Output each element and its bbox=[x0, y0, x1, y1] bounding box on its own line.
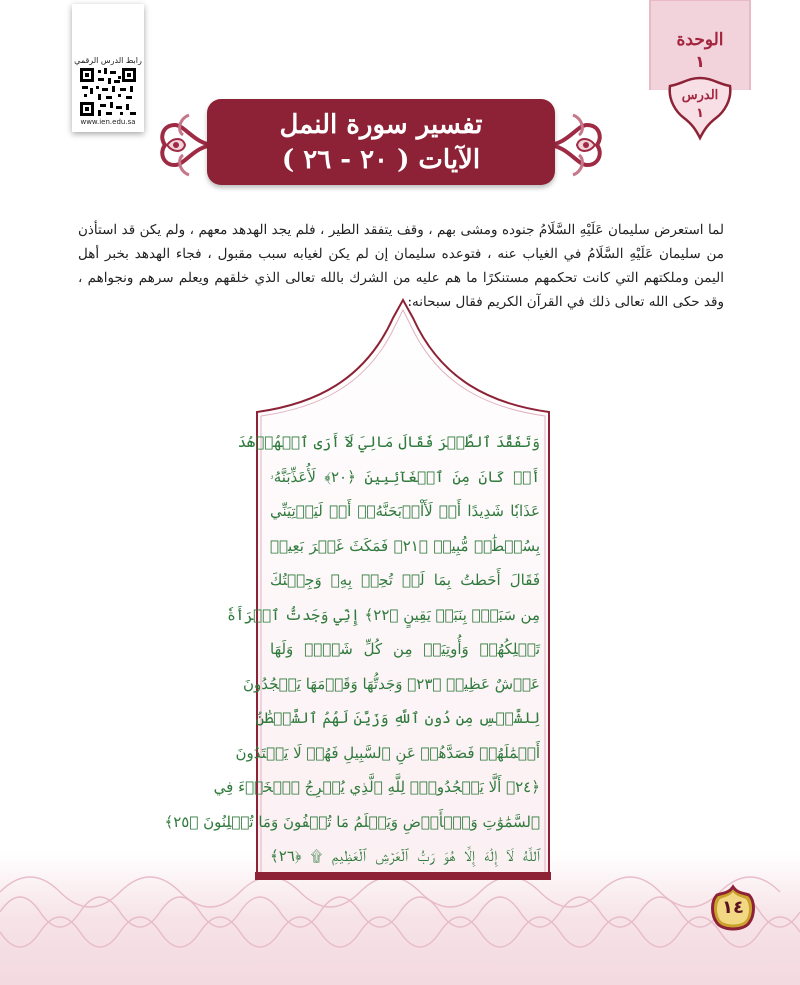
verse-line: ﴿٢٤﴾ أَلَّا يَسۡجُدُواْۤ لِلَّهِ ٱلَّذِي يُخۡرِجُ ٱلۡخَبۡءَ فِي bbox=[213, 778, 540, 796]
verse-line: لِلشَّمۡسِ مِن دُونِ ٱللَّهِ وَزَيَّنَ لَهُمُ ٱلشَّيۡطَٰنُ bbox=[255, 709, 540, 727]
lesson-label: الدرس bbox=[681, 88, 719, 103]
intro-text: لما استعرض سليمان عَلَيْهِ السَّلَامُ جنوده ومشى بهم ، وقف يتفقد الطير ، فلم يجد الهدهد معهم ، ولم يكن قد استأذن من سليمان عَلَيْهِ السَّلَامُ في الغياب عنه ، فتوعده سليمان إن لم يكن لغيابه سبب مقبول ، فجاء الهدهد بخبر أهل اليمن وملكتهم التي كانت تحكمهم مستنكرًا ما هم عليه من الشرك بالله تعالى الذي خلقهم ويعلم سرهم ونجواهم ، وقد حكى الله تعالى ذلك في القرآن الكريم فقال سبحانه: bbox=[78, 222, 724, 310]
verse-line: أَمۡ كَانَ مِنَ ٱلۡغَآئِبِينَ ﴿٢٠﴾ لَأُعَذِّبَنَّهُۥ bbox=[270, 467, 540, 486]
verse-line: عَذَابٗا شَدِيدًا أَوۡ لَأَاْذۡبَحَنَّهُۥٓ أَوۡ لَيَأۡتِيَنِّي bbox=[270, 502, 540, 520]
verse-line: بِسُلۡطَٰنٖ مُّبِينٖ ﴿٢١﴾ فَمَكَثَ غَيۡرَ بَعِيدٖ bbox=[270, 536, 540, 555]
lesson-title: تفسير سورة النمل bbox=[279, 110, 483, 140]
unit-number: ١ bbox=[695, 52, 705, 71]
qr-url: www.ien.edu.sa bbox=[80, 118, 136, 126]
verse-line: أَعۡمَٰلَهُمۡ فَصَدَّهُمۡ عَنِ ٱلسَّبِيلِ فَهُمۡ لَا يَهۡتَدُونَ bbox=[235, 743, 540, 762]
unit-label: الوحدة bbox=[676, 30, 724, 50]
qr-code-image bbox=[80, 68, 136, 116]
verse-line: ٱللَّهُ لَآ إِلَٰهَ إِلَّا هُوَ رَبُّ ٱلۡعَرۡشِ ٱلۡعَظِيمِ ۩ ﴿٢٦﴾ bbox=[270, 847, 540, 865]
verse-line: وَتَفَقَّدَ ٱلطَّيۡرَ فَقَالَ مَالِيَ لَآ أَرَى ٱلۡهُدۡهُدَ bbox=[237, 433, 540, 451]
verse-line: ٱلسَّمَٰوَٰتِ وَٱلۡأَرۡضِ وَيَعۡلَمُ مَا تُخۡفُونَ وَمَا تُعۡلِنُونَ ﴿٢٥﴾ bbox=[164, 812, 540, 831]
qr-code-card[interactable] bbox=[72, 4, 144, 132]
page-number: ١٤ bbox=[722, 897, 744, 918]
verse-line: عَرۡشٌ عَظِيمٞ ﴿٢٣﴾ وَجَدتُّهَا وَقَوۡمَهَا يَسۡجُدُونَ bbox=[242, 674, 540, 693]
lesson-number: ١ bbox=[696, 106, 704, 121]
qr-title: رابط الدرس الرقمي bbox=[74, 56, 142, 65]
verse-line: مِن سَبَإِۭ بِنَبَإٖ يَقِينٍ ﴿٢٢﴾ إِنِّي وَجَدتُّ ٱمۡرَأَةٗ bbox=[227, 605, 540, 624]
verse-line: تَمۡلِكُهُمۡ وَأُوتِيَتۡ مِن كُلِّ شَيۡءٖ وَلَهَا bbox=[270, 640, 540, 658]
quran-verses bbox=[164, 425, 540, 874]
unit-tab bbox=[650, 0, 750, 150]
lesson-verses-range: الآيات ( ٢٠ - ٢٦ ) bbox=[281, 145, 481, 175]
verse-line: فَقَالَ أَحَطتُ بِمَا لَمۡ تُحِطۡ بِهِۦ وَجِئۡتُكَ bbox=[270, 571, 540, 589]
